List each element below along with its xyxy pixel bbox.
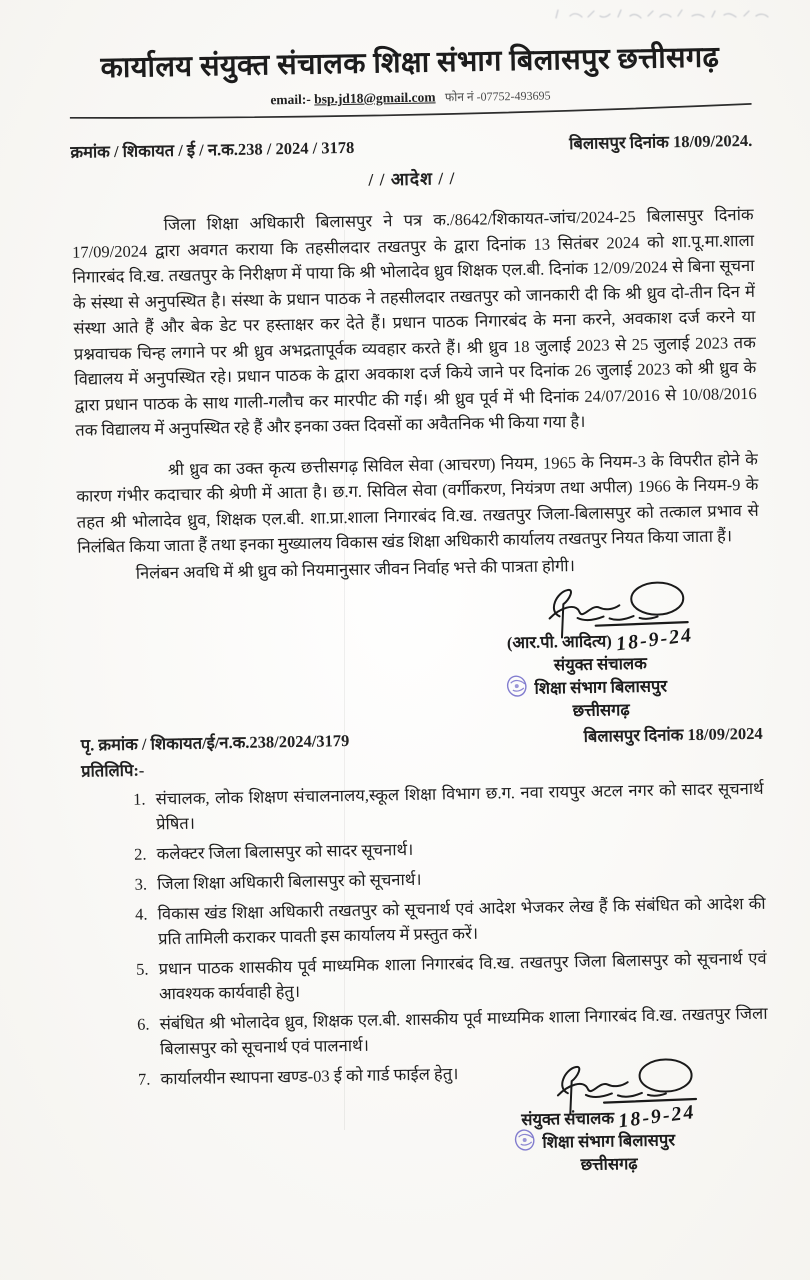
order-heading: / / आदेश / / [368,168,456,190]
copy-recipient: 6. संबंधित श्री भोलादेव ध्रुव, शिक्षक एल.बी. शासकीय पूर्व माध्यमिक शाला निगारबंद वि.ख. तखतपुर जिला बिलासपुर को सूचनार्थ एवं पालनार्थ। [153,1001,768,1062]
signatory-division-row [542,1128,675,1153]
email-address: bsp.jd18@gmail.com [314,89,436,107]
signatory-division: शिक्षा संभाग बिलासपुर [542,1130,676,1152]
signature-block-1 [444,579,756,724]
copy-recipient: 4. विकास खंड शिक्षा अधिकारी तखतपुर को सूचनार्थ एवं आदेश भेजकर लेख हैं कि संबंधित को आदेश की प्रति तामिली कराकर पावती इस कार्यालय में प्रस्तुत करें। [151,891,766,952]
copy-recipient: 1. संचालक, लोक शिक्षण संचालनालय,स्कूल शिक्षा विभाग छ.ग. नवा रायपुर अटल नगर को सादर सूचनार्थ प्रेषित। [149,776,764,837]
office-stamp-mark [512,1127,538,1153]
email-label: email:- [270,91,311,108]
phone-number: फोन नं -07752-493695 [444,88,551,105]
signatory-designation: संयुक्त संचालक [521,1108,615,1130]
body-paragraph-3: निलंबन अवधि में श्री ध्रुव को नियमानुसार जीवन निर्वाह भत्ते की पात्रता होगी। [135,555,576,583]
place-date: बिलासपुर दिनांक 18/09/2024. [569,130,753,154]
reference-number: क्रमांक / शिकायत / ई / न.क.238 / 2024 / 3178 [70,137,355,162]
copy-recipient: 7. कार्यालयीन स्थापना खण्ड-03 ई को गार्ड फाईल हेतु। [154,1056,768,1092]
signature-block-2 [452,1056,764,1178]
copy-to-label: प्रतिलिपि:- [81,760,145,781]
signatory-state: छत्तीसगढ़ [572,700,630,721]
copy-recipients-list [123,776,768,1092]
signatory-division: शिक्षा संभाग बिलासपुर [534,676,668,698]
copy-recipient: 2. कलेक्टर जिला बिलासपुर को सादर सूचनार्थ। [150,831,764,867]
signatory-division-row [534,674,667,699]
handwritten-date: 18-9-24 [614,624,695,656]
office-stamp-mark [504,673,530,699]
reference-row [70,128,752,163]
handwritten-date: 18-9-24 [616,1101,697,1133]
signatory-name: (आर.पी. आदित्य) [506,631,612,653]
signatory-state: छत्तीसगढ़ [580,1154,638,1175]
endorsement-number: पृ. क्रमांक / शिकायत/ई/न.क.238/2024/3179 [80,731,350,755]
signatory-designation: संयुक्त संचालक [553,653,647,675]
signatory-designation-row [453,1101,763,1133]
office-title: कार्यालय संयुक्त संचालक शिक्षा संभाग बिलासपुर छत्तीसगढ़ [100,41,720,85]
copy-recipient: 5. प्रधान पाठक शासकीय पूर्व माध्यमिक शाला निगारबंद वि.ख. तखतपुर जिला बिलासपुर को सूचनार्थ एवं आवश्यक कार्यवाही हेतु। [152,946,767,1007]
body-paragraph-1: जिला शिक्षा अधिकारी बिलासपुर ने पत्र क./8642/शिकायत-जांच/2024-25 बिलासपुर दिनांक 17/09/2024 द्वारा अवगत कराया कि तहसीलदार तखतपुर के द्वारा दिनांक 13 सितंबर 2024 को शा.पू.मा.शाला निगारबंद वि.ख. तखतपुर के निरीक्षण में पाया कि श्री भोलादेव ध्रुव शिक्षक एल.बी. दिनांक 12/09/2024 से बिना सूचना के संस्था से अनुपस्थित है। संस्था के प्रधान पाठक ने तहसीलदार तखतपुर को जानकारी दी कि श्री ध्रुव दो-तीन दिन में संस्था आते हैं और बेक डेट पर हस्ताक्षर कर देते हैं। प्रधान पाठक निगारबंद के मना करने, अवकाश दर्ज करने या प्रश्नवाचक चिन्ह लगाने पर श्री ध्रुव अभद्रतापूर्वक व्यवहार करते हैं। श्री ध्रुव 18 जुलाई 2023 से 25 जुलाई 2023 तक विद्यालय में अनुपस्थित रहे। प्रधान पाठक के द्वारा अवकाश दर्ज किये जाने पर दिनांक 26 जुलाई 2023 को श्री ध्रुव के द्वारा प्रधान पाठक के साथ गाली-गलौच कर मारपीट की गई। श्री ध्रुव पूर्व में भी दिनांक 24/07/2016 से 10/08/2016 तक विद्यालय में अनुपस्थित रहे हैं और इनका उक्त दिवसों का अवैतनिक भी किया गया है। [71,204,757,440]
copy-recipient: 3. जिला शिक्षा अधिकारी बिलासपुर को सूचनार्थ। [151,861,765,897]
endorsement-place-date: बिलासपुर दिनांक 18/09/2024 [583,723,763,746]
body-paragraph-2: श्री ध्रुव का उक्त कृत्य छत्तीसगढ़ सिविल सेवा (आचरण) नियम, 1965 के नियम-3 के विपरीत होने के कारण गंभीर कदाचार की श्रेणी में आता है। छ.ग. सिविल सेवा (वर्गीकरण, नियंत्रण तथा अपील) 1966 के नियम-9 के तहत श्री भोलादेव ध्रुव, शिक्षक एल.बी. शा.प्रा.शाला निगारबंद वि.ख. तखतपुर जिला-बिलासपुर को तत्काल प्रभाव से निलंबित किया जाता हैं तथा इनका मुख्यालय विकास खंड शिक्षा अधिकारी कार्यालय तखतपुर नियत किया जाता हैं। [76,449,759,557]
